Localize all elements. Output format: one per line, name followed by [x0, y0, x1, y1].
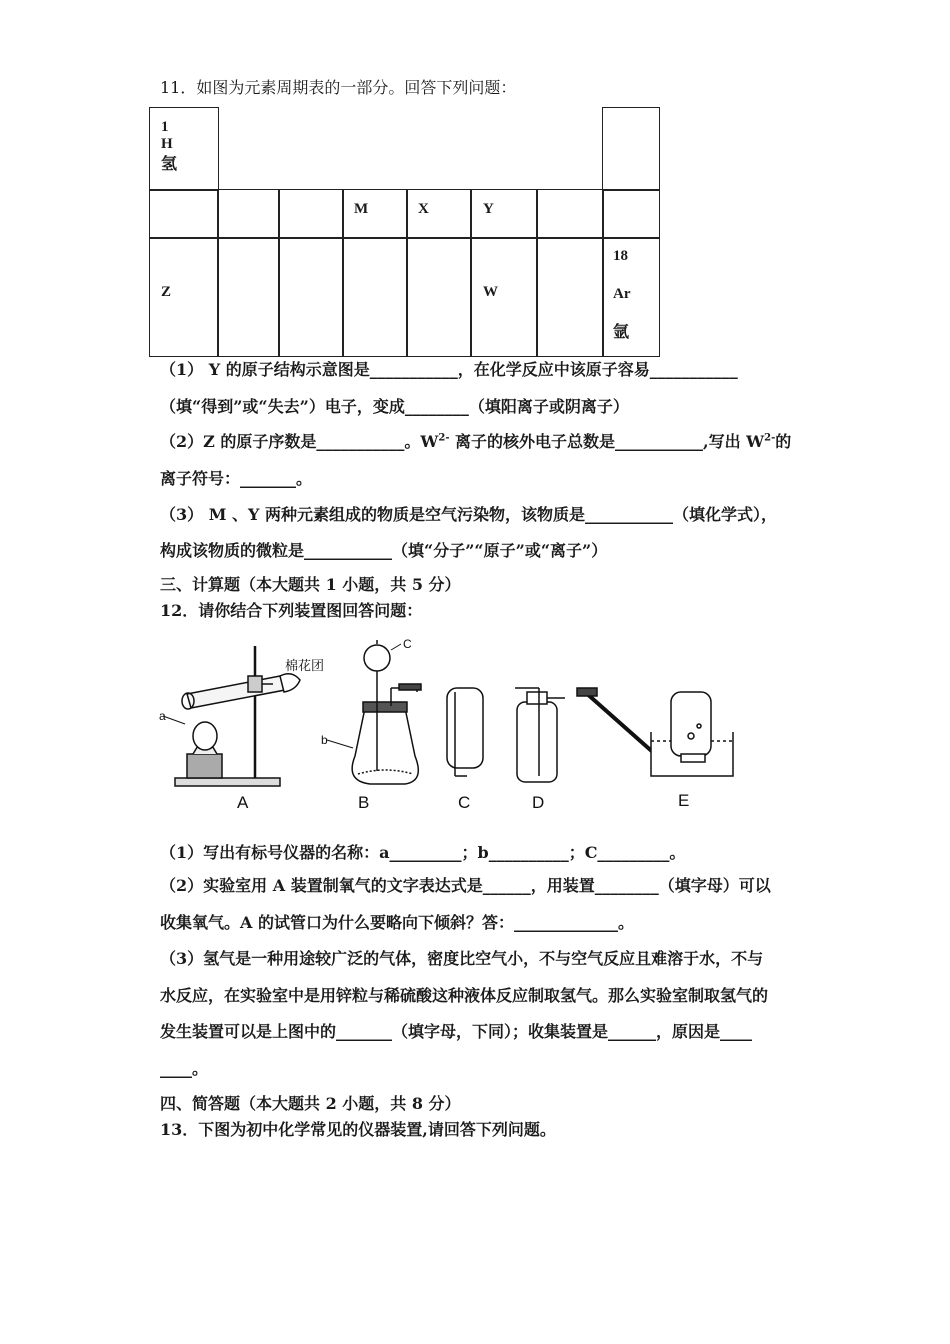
- w-charge-1: 2-: [438, 432, 450, 444]
- q11-part2-line2: 离子符号：_______。: [160, 469, 313, 488]
- q13-intro: 13．下图为初中化学常见的仪器装置,请回答下列问题。: [160, 1120, 556, 1139]
- y-label: Y: [483, 201, 494, 217]
- cell-w: [470, 237, 538, 357]
- caption-b: B: [358, 793, 370, 812]
- w-label: W: [483, 284, 498, 300]
- cell-r2-3: [278, 189, 344, 239]
- q12-part3-line1: （3）氢气是一种用途较广泛的气体，密度比空气小，不与空气反应且难溶于水，不与: [160, 949, 764, 968]
- apparatus-c: [447, 688, 483, 776]
- section4-heading: 四、简答题（本大题共 2 小题，共 8 分）: [160, 1094, 461, 1113]
- cell-x: [406, 189, 472, 239]
- caption-a: A: [237, 793, 249, 812]
- cell-y: [470, 189, 538, 239]
- q12-part2-line1: （2）实验室用 A 装置制氧气的文字表达式是______，用装置________（填字母）可以: [160, 876, 771, 895]
- q11-part1-line2: （填“得到”或“失去”）电子，变成________（填阳离子或阴离子）: [160, 397, 629, 416]
- caption-d: D: [532, 793, 545, 812]
- q11-intro: 11．如图为元素周期表的一部分。回答下列问题：: [160, 78, 517, 97]
- cell-r2-2: [217, 189, 280, 239]
- ar-number: 18: [613, 248, 628, 264]
- cell-r3-5: [406, 237, 472, 357]
- apparatus-e: [577, 688, 733, 776]
- apparatus-a: [163, 646, 300, 786]
- q12-intro: 12．请你结合下列装置图回答问题：: [160, 601, 423, 620]
- caption-e: E: [678, 791, 690, 810]
- cell-hydrogen: [149, 107, 219, 191]
- ar-name: 氩: [613, 322, 630, 341]
- q12-part3-line2: 水反应，在实验室中是用锌粒与稀硫酸这种液体反应制取氢气。那么实验室制取氢气的: [160, 986, 769, 1005]
- cell-m: [342, 189, 408, 239]
- apparatus-d: [515, 688, 565, 782]
- cell-r3-4: [342, 237, 408, 357]
- q11-part2-b: 离子的核外电子总数是___________,写出 W: [449, 432, 765, 451]
- q12-part3-line4: ____。: [160, 1059, 209, 1078]
- q11-part2-a: （2）Z 的原子序数是___________。W: [160, 432, 439, 451]
- ar-symbol: Ar: [613, 286, 631, 302]
- fig-label-b: b: [321, 733, 328, 747]
- q11-part1-line1: （1） Y 的原子结构示意图是___________，在化学反应中该原子容易___________: [160, 360, 738, 379]
- section3-heading: 三、计算题（本大题共 1 小题，共 5 分）: [160, 575, 461, 594]
- cell-r2-1: [149, 189, 219, 239]
- fig-label-a: a: [159, 709, 166, 723]
- q11-part3-line2: 构成该物质的微粒是___________（填“分子”“原子”或“离子”）: [160, 541, 608, 560]
- q11-part2-line1: [160, 432, 791, 452]
- cell-r3-2: [217, 237, 280, 357]
- w-charge-2: 2-: [764, 432, 776, 444]
- q12-part2-line2: 收集氧气。A 的试管口为什么要略向下倾斜？答：_____________。: [160, 913, 634, 932]
- x-label: X: [418, 201, 429, 217]
- cell-r3-7: [536, 237, 604, 357]
- h-name: 氢: [161, 154, 178, 173]
- apparatus-figure: [155, 636, 745, 816]
- cell-r2-7: [536, 189, 604, 239]
- cell-z: [149, 237, 219, 357]
- fig-cotton-label: 棉花团: [285, 658, 325, 673]
- cell-argon: [602, 237, 660, 357]
- h-symbol: 1 H: [161, 119, 173, 152]
- q12-part1: （1）写出有标号仪器的名称：a_________；b__________；C_________。: [160, 843, 686, 862]
- cell-r2-8: [602, 189, 660, 239]
- m-label: M: [354, 201, 369, 217]
- apparatus-b: [327, 640, 421, 784]
- z-label: Z: [161, 284, 172, 300]
- caption-c: C: [458, 793, 471, 812]
- q11-part2-c: 的: [775, 432, 792, 451]
- cell-helium: [602, 107, 660, 191]
- fig-label-c: C: [403, 637, 412, 651]
- q12-part3-line3: 发生装置可以是上图中的_______（填字母，下同）；收集装置是______，原因是____: [160, 1022, 753, 1041]
- q11-part3-line1: （3） M 、Y 两种元素组成的物质是空气污染物，该物质是___________（填化学式），: [160, 505, 777, 524]
- cell-r3-3: [278, 237, 344, 357]
